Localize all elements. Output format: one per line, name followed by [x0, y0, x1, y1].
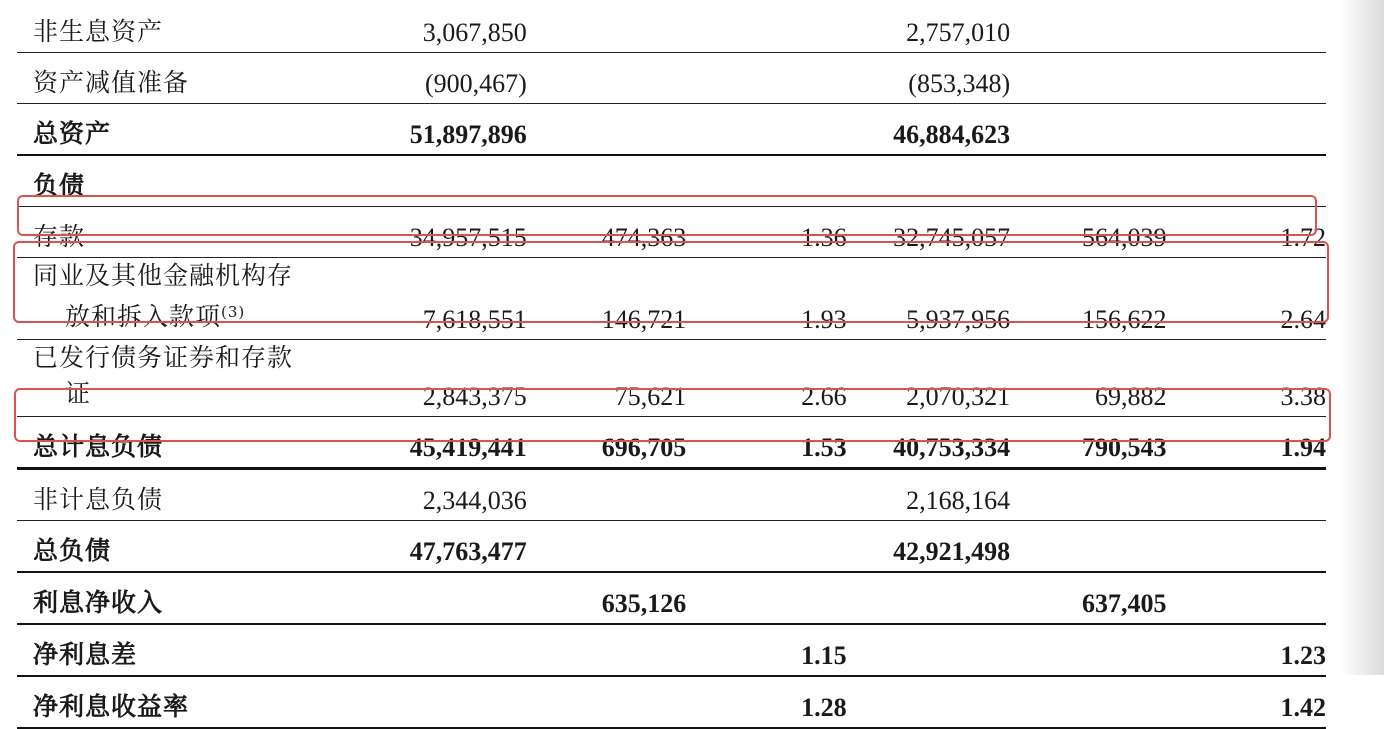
row-label: 存款 — [17, 207, 352, 258]
cell: 1.42 — [1166, 676, 1326, 728]
cell: 45,419,441 — [352, 417, 527, 469]
cell — [527, 624, 686, 676]
cell — [1166, 104, 1326, 156]
cell — [352, 624, 527, 676]
cell: 1.23 — [1166, 624, 1326, 676]
table-row — [17, 572, 1326, 624]
cell: 2,070,321 — [847, 340, 1010, 417]
cell — [1010, 53, 1166, 104]
row-label: 总负债 — [17, 521, 352, 573]
cell — [527, 2, 686, 53]
cell: 3.38 — [1166, 340, 1326, 417]
cell: 3,067,850 — [352, 2, 527, 53]
cell — [527, 469, 686, 521]
cell — [1010, 469, 1166, 521]
cell: 2.66 — [686, 340, 846, 417]
row-label: 非生息资产 — [17, 2, 352, 53]
cell: 156,622 — [1010, 258, 1166, 340]
table-row — [17, 2, 1326, 53]
table-row — [17, 258, 1326, 340]
cell — [686, 2, 846, 53]
cell — [847, 676, 1010, 728]
row-label-line2: 放和拆入款项 — [65, 302, 222, 331]
row-label: 总资产 — [17, 104, 352, 156]
cell: 1.72 — [1166, 207, 1326, 258]
cell: 1.93 — [686, 258, 846, 340]
cell — [847, 572, 1010, 624]
cell: 51,897,896 — [352, 104, 527, 156]
cell — [686, 521, 846, 573]
footnote-marker: (3) — [221, 303, 246, 321]
cell — [686, 572, 846, 624]
table-row — [17, 340, 1326, 417]
table-row — [17, 521, 1326, 573]
table-row — [17, 676, 1326, 728]
cell: 564,039 — [1010, 207, 1166, 258]
cell — [1010, 104, 1166, 156]
cell — [686, 155, 846, 207]
cell: 5,937,956 — [847, 258, 1010, 340]
cell — [352, 155, 527, 207]
cell: 42,921,498 — [847, 521, 1010, 573]
cell — [1010, 624, 1166, 676]
cell — [1010, 676, 1166, 728]
cell — [352, 676, 527, 728]
cell — [352, 572, 527, 624]
cell: 146,721 — [527, 258, 686, 340]
cell: 1.15 — [686, 624, 846, 676]
cell: 7,618,551 — [352, 258, 527, 340]
cell — [1166, 155, 1326, 207]
row-label: 净利息差 — [17, 624, 352, 676]
row-label: 资产减值准备 — [17, 53, 352, 104]
cell: 2,344,036 — [352, 469, 527, 521]
cell: 34,957,515 — [352, 207, 527, 258]
cell: 40,753,334 — [847, 417, 1010, 469]
cell: 2.64 — [1166, 258, 1326, 340]
row-label-line1: 同业及其他金融机构存 — [33, 261, 294, 290]
cell: 1.53 — [686, 417, 846, 469]
cell — [527, 104, 686, 156]
cell — [527, 521, 686, 573]
cell — [686, 469, 846, 521]
row-label: 净利息收益率 — [17, 676, 352, 728]
cell — [527, 155, 686, 207]
cell — [686, 104, 846, 156]
page-edge-shadow — [1340, 0, 1384, 675]
row-label: 总计息负债 — [17, 417, 352, 469]
cell — [1010, 155, 1166, 207]
cell — [1010, 2, 1166, 53]
cell: 1.28 — [686, 676, 846, 728]
table-row — [17, 207, 1326, 258]
cell: 69,882 — [1010, 340, 1166, 417]
cell: 696,705 — [527, 417, 686, 469]
cell: 474,363 — [527, 207, 686, 258]
cell: 47,763,477 — [352, 521, 527, 573]
cell: 2,168,164 — [847, 469, 1010, 521]
cell — [527, 676, 686, 728]
cell: 635,126 — [527, 572, 686, 624]
cell — [1010, 521, 1166, 573]
table-row — [17, 53, 1326, 104]
table-row — [17, 155, 1326, 207]
row-label: 非计息负债 — [17, 469, 352, 521]
cell — [1166, 572, 1326, 624]
table-row — [17, 624, 1326, 676]
cell: (900,467) — [352, 53, 527, 104]
cell — [1166, 469, 1326, 521]
cell — [1166, 521, 1326, 573]
cell: 637,405 — [1010, 572, 1166, 624]
row-label — [17, 258, 352, 340]
row-label: 负债 — [17, 155, 352, 207]
financial-table — [17, 2, 1326, 729]
cell: 46,884,623 — [847, 104, 1010, 156]
row-label-line1: 已发行债务证券和存款 — [33, 343, 294, 372]
cell — [1166, 53, 1326, 104]
cell: 790,543 — [1010, 417, 1166, 469]
cell — [847, 624, 1010, 676]
cell: 32,745,057 — [847, 207, 1010, 258]
cell: 1.36 — [686, 207, 846, 258]
row-label: 利息净收入 — [17, 572, 352, 624]
cell: 1.94 — [1166, 417, 1326, 469]
table-row — [17, 469, 1326, 521]
table-row — [17, 417, 1326, 469]
cell: 2,757,010 — [847, 2, 1010, 53]
cell — [527, 53, 686, 104]
cell: 2,843,375 — [352, 340, 527, 417]
cell — [686, 53, 846, 104]
cell — [847, 155, 1010, 207]
cell: (853,348) — [847, 53, 1010, 104]
row-label — [17, 340, 352, 417]
cell: 75,621 — [527, 340, 686, 417]
table-row — [17, 104, 1326, 156]
cell — [1166, 2, 1326, 53]
row-label-line2: 证 — [65, 379, 92, 408]
